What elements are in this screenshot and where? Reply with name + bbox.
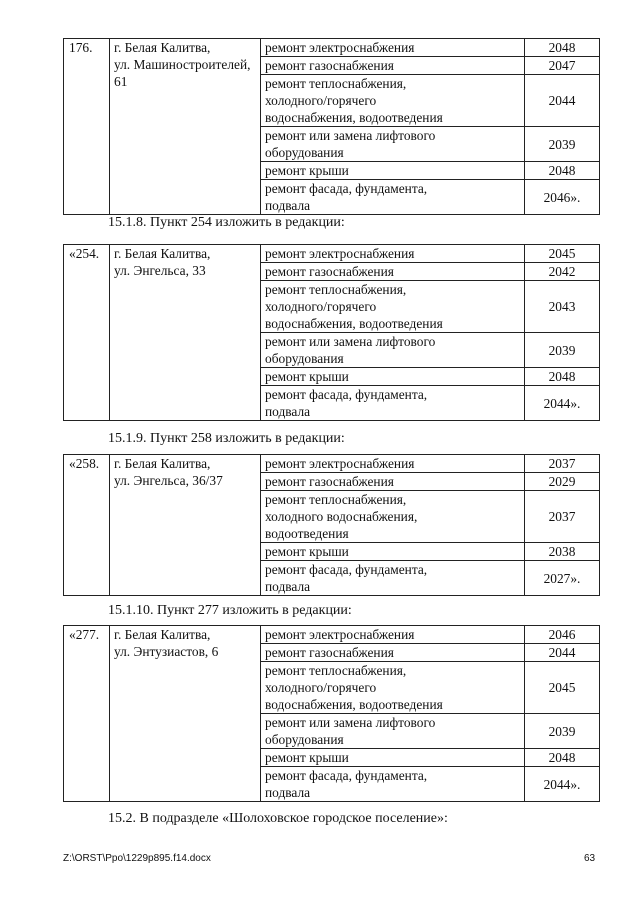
work-type-cell: [261, 281, 525, 333]
heading-item-258: 15.1.9. Пункт 258 изложить в редакции:: [108, 431, 345, 446]
work-type-line: холодного/горячего: [265, 93, 377, 108]
work-type-line: подвала: [265, 785, 311, 800]
work-type-cell: [261, 386, 525, 421]
address-cell: [110, 455, 261, 596]
work-type-line: оборудования: [265, 732, 344, 747]
work-type-line: ремонт крыши: [265, 750, 349, 765]
work-type-cell: [261, 543, 525, 561]
planned-year: 2038: [525, 543, 600, 561]
work-type-cell: [261, 455, 525, 473]
table-row: [64, 245, 600, 263]
planned-year: 2044: [525, 644, 600, 662]
work-type-cell: [261, 644, 525, 662]
work-type-line: ремонт газоснабжения: [265, 474, 394, 489]
work-type-cell: [261, 75, 525, 127]
table-row: [64, 455, 600, 473]
planned-year: 2044».: [525, 386, 600, 421]
work-type-line: ремонт крыши: [265, 163, 349, 178]
heading-item-254: 15.1.8. Пункт 254 изложить в редакции:: [108, 215, 345, 230]
planned-year: 2045: [525, 662, 600, 714]
address-line: ул. Энгельса, 33: [114, 263, 206, 278]
planned-year: 2046».: [525, 180, 600, 215]
work-type-line: водоснабжения, водоотведения: [265, 110, 443, 125]
planned-year: 2039: [525, 333, 600, 368]
work-type-line: оборудования: [265, 145, 344, 160]
work-type-cell: [261, 180, 525, 215]
work-type-line: ремонт или замена лифтового: [265, 128, 436, 143]
work-type-cell: [261, 368, 525, 386]
address-line: г. Белая Калитва,: [114, 40, 211, 55]
work-type-line: ремонт крыши: [265, 544, 349, 559]
item-number: 176.: [64, 39, 110, 215]
planned-year: 2046: [525, 626, 600, 644]
table-row: [64, 39, 600, 57]
schedule-table: [63, 454, 600, 596]
item-number: «254.: [64, 245, 110, 421]
work-type-cell: [261, 626, 525, 644]
work-type-line: холодного/горячего: [265, 299, 377, 314]
closing-paragraph: 15.2. В подразделе «Шолоховское городское поселение»:: [108, 811, 448, 826]
work-type-line: ремонт газоснабжения: [265, 645, 394, 660]
work-type-line: ремонт фасада, фундамента,: [265, 562, 428, 577]
planned-year: 2029: [525, 473, 600, 491]
work-type-cell: [261, 473, 525, 491]
work-type-line: ремонт электроснабжения: [265, 456, 415, 471]
work-type-line: ремонт крыши: [265, 369, 349, 384]
schedule-table: [63, 38, 600, 215]
item-number: «258.: [64, 455, 110, 596]
planned-year: 2048: [525, 368, 600, 386]
address-line: ул. Энтузиастов, 6: [114, 644, 219, 659]
table-row: [64, 626, 600, 644]
planned-year: 2048: [525, 749, 600, 767]
work-type-line: ремонт или замена лифтового: [265, 334, 436, 349]
footer-file-path: Z:\ORST\Ppo\1229p895.f14.docx: [63, 853, 211, 864]
planned-year: 2048: [525, 162, 600, 180]
address-line: г. Белая Калитва,: [114, 456, 211, 471]
work-type-cell: [261, 662, 525, 714]
work-type-cell: [261, 245, 525, 263]
work-type-line: подвала: [265, 579, 311, 594]
work-type-cell: [261, 162, 525, 180]
work-type-line: водоснабжения, водоотведения: [265, 697, 443, 712]
work-type-line: ремонт теплоснабжения,: [265, 492, 407, 507]
planned-year: 2044: [525, 75, 600, 127]
work-type-line: ремонт электроснабжения: [265, 246, 415, 261]
planned-year: 2037: [525, 491, 600, 543]
work-type-cell: [261, 767, 525, 802]
work-type-cell: [261, 749, 525, 767]
work-type-line: подвала: [265, 198, 311, 213]
address-line: ул. Машиностроителей,: [114, 57, 251, 72]
work-type-line: ремонт фасада, фундамента,: [265, 181, 428, 196]
heading-item-277: 15.1.10. Пункт 277 изложить в редакции:: [108, 603, 352, 618]
planned-year: 2039: [525, 714, 600, 749]
address-cell: [110, 245, 261, 421]
work-type-line: оборудования: [265, 351, 344, 366]
work-type-cell: [261, 39, 525, 57]
work-type-cell: [261, 57, 525, 75]
work-type-cell: [261, 491, 525, 543]
work-type-cell: [261, 333, 525, 368]
address-cell: [110, 39, 261, 215]
work-type-cell: [261, 561, 525, 596]
work-type-cell: [261, 263, 525, 281]
work-type-line: холодного водоснабжения,: [265, 509, 418, 524]
planned-year: 2045: [525, 245, 600, 263]
work-type-line: водоснабжения, водоотведения: [265, 316, 443, 331]
address-line: 61: [114, 74, 128, 89]
address-line: ул. Энгельса, 36/37: [114, 473, 223, 488]
work-type-line: ремонт фасада, фундамента,: [265, 387, 428, 402]
work-type-cell: [261, 714, 525, 749]
work-type-line: холодного/горячего: [265, 680, 377, 695]
work-type-line: ремонт теплоснабжения,: [265, 76, 407, 91]
work-type-line: ремонт теплоснабжения,: [265, 282, 407, 297]
work-type-line: ремонт фасада, фундамента,: [265, 768, 428, 783]
address-line: г. Белая Калитва,: [114, 627, 211, 642]
work-type-line: подвала: [265, 404, 311, 419]
planned-year: 2037: [525, 455, 600, 473]
work-type-line: ремонт газоснабжения: [265, 264, 394, 279]
work-type-line: ремонт газоснабжения: [265, 58, 394, 73]
item-number: «277.: [64, 626, 110, 802]
planned-year: 2048: [525, 39, 600, 57]
address-line: г. Белая Калитва,: [114, 246, 211, 261]
work-type-line: ремонт электроснабжения: [265, 40, 415, 55]
work-type-line: водоотведения: [265, 526, 349, 541]
work-type-line: ремонт теплоснабжения,: [265, 663, 407, 678]
schedule-table: [63, 244, 600, 421]
work-type-line: ремонт или замена лифтового: [265, 715, 436, 730]
schedule-table: [63, 625, 600, 802]
planned-year: 2039: [525, 127, 600, 162]
planned-year: 2047: [525, 57, 600, 75]
work-type-line: ремонт электроснабжения: [265, 627, 415, 642]
address-cell: [110, 626, 261, 802]
work-type-cell: [261, 127, 525, 162]
planned-year: 2044».: [525, 767, 600, 802]
planned-year: 2043: [525, 281, 600, 333]
planned-year: 2042: [525, 263, 600, 281]
planned-year: 2027».: [525, 561, 600, 596]
footer-page-number: 63: [584, 853, 596, 864]
